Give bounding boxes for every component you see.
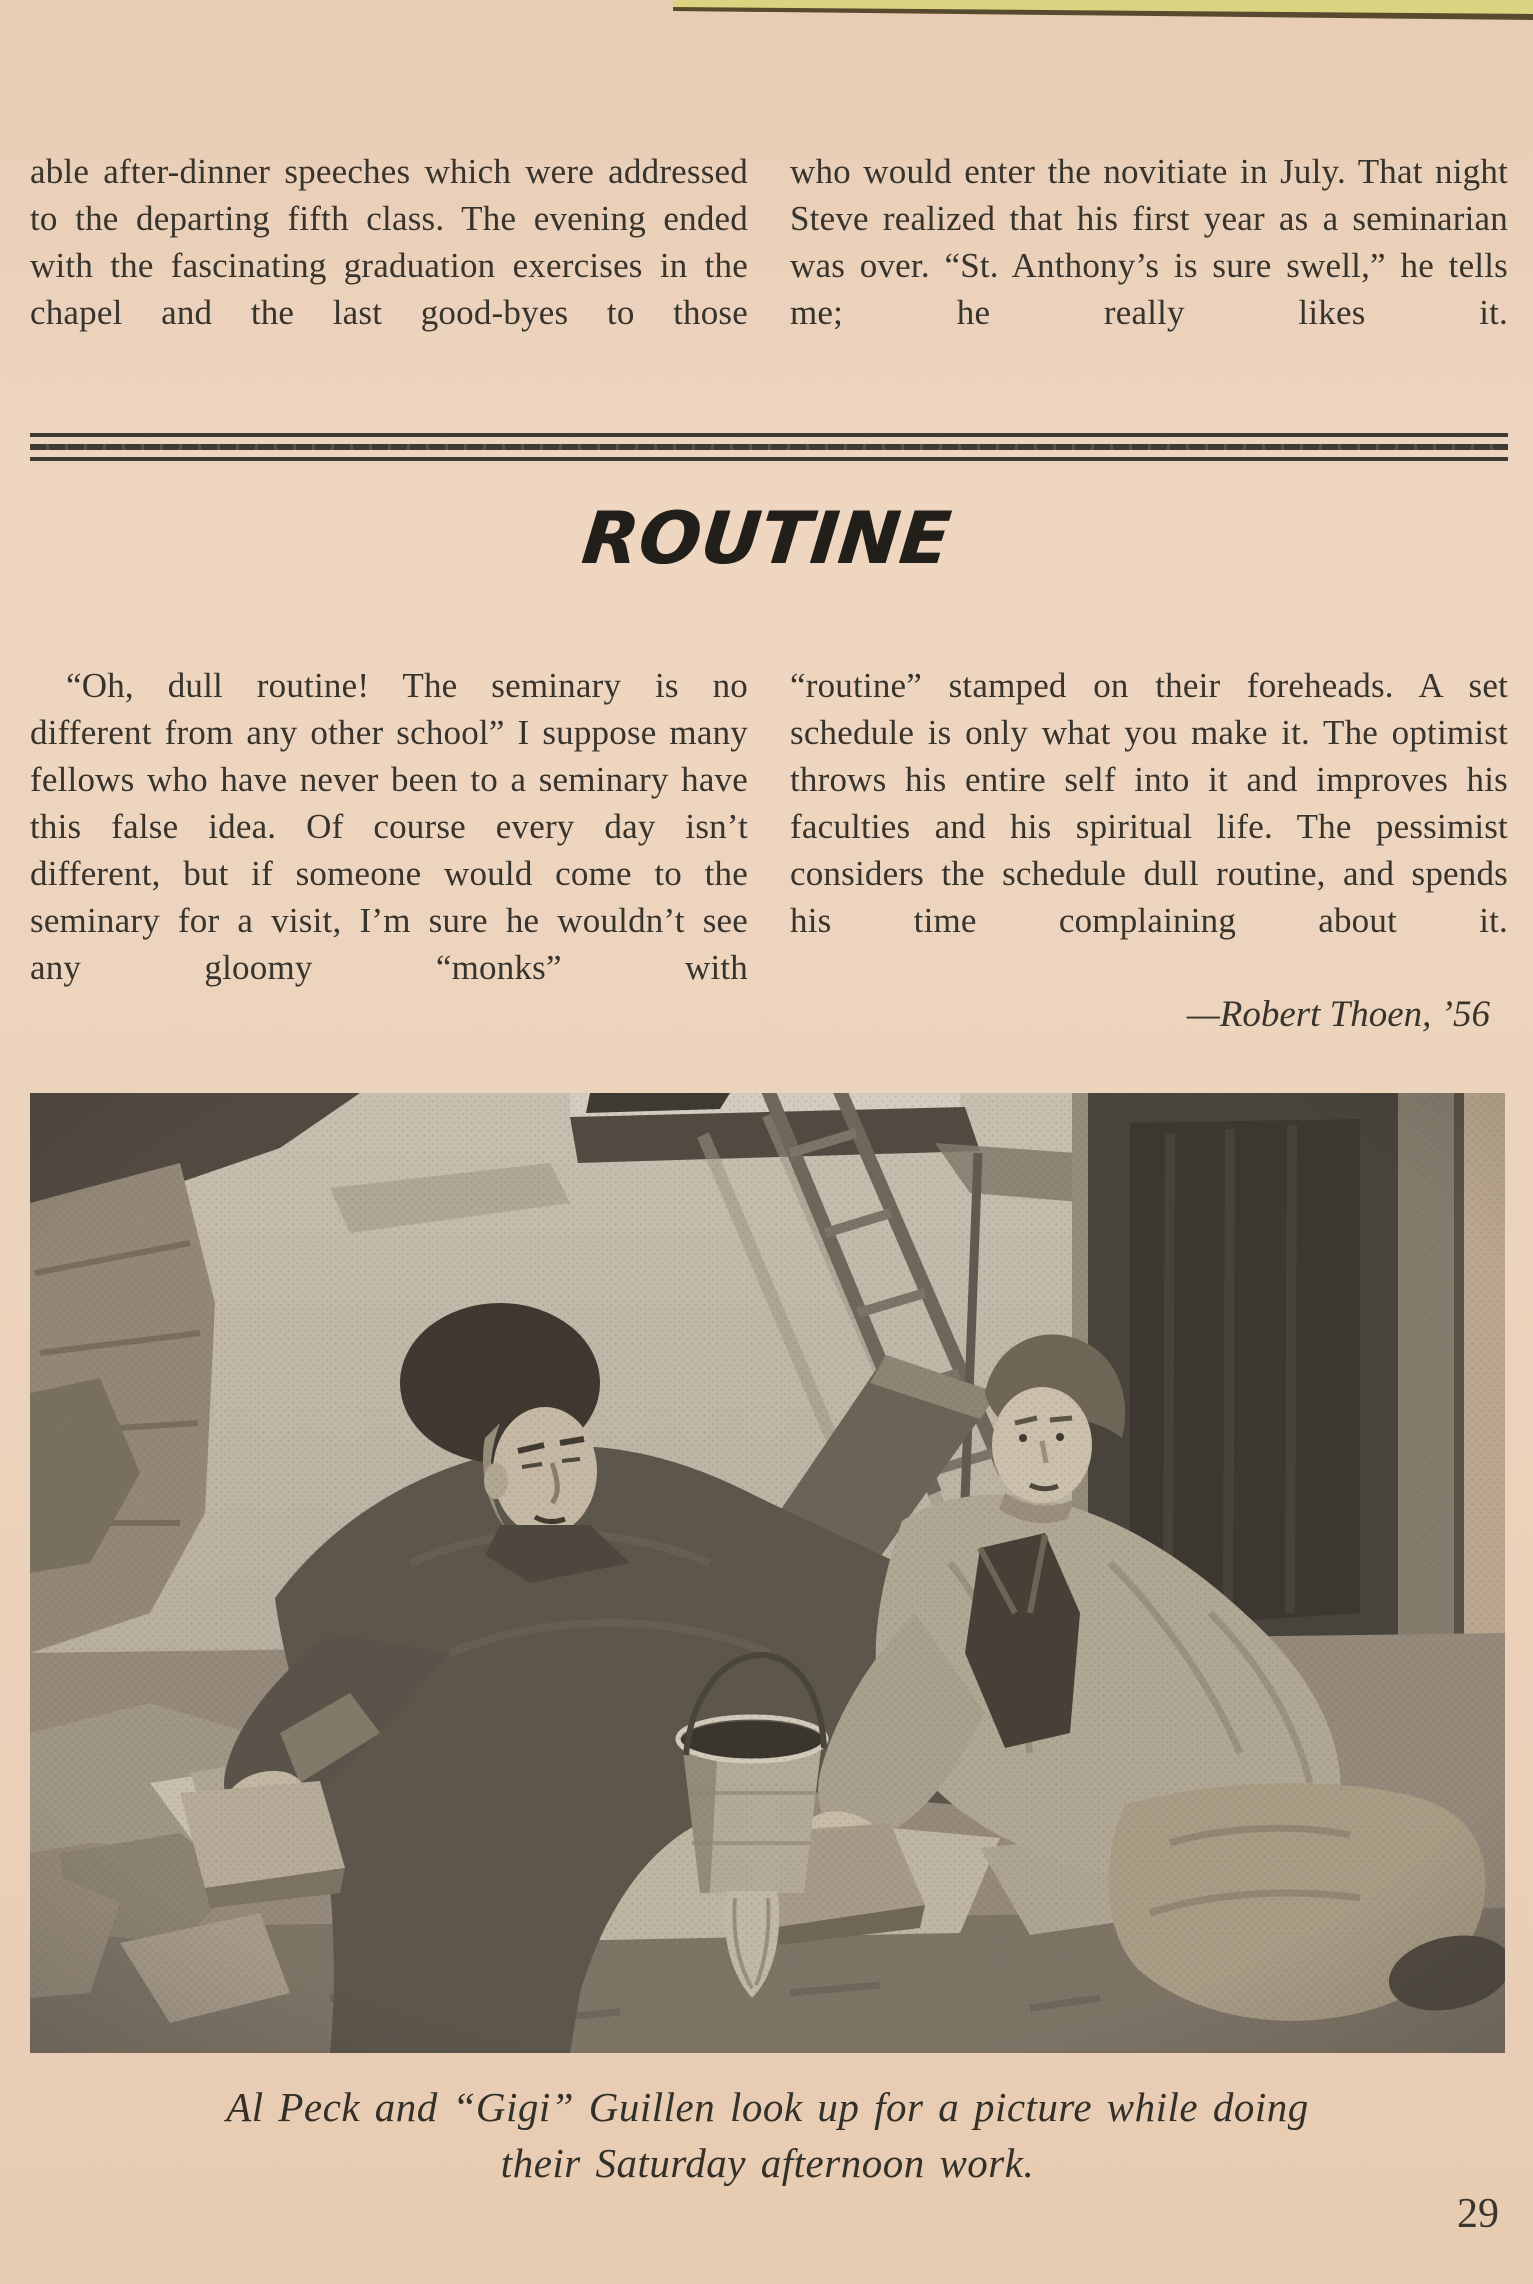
section-title: ROUTINE [578,496,955,580]
routine-article [30,662,1508,1038]
article-continuation-right-column: who would enter the novitiate in July. That night Steve realized that his first year as a seminarian was over. “St. Anthony’s is sure swell,” he tells me; he really likes it. [790,152,1508,332]
article-continuation-left-column: able after-dinner speeches which were addressed to the departing fifth class. The evening ended with the fascinating graduation exercises in the chapel and the last good-byes to those [30,152,748,332]
page-number: 29 [1457,2191,1499,2237]
divider-middle-line [30,444,1508,450]
photograph-two-seminarians-working [30,1093,1505,2053]
section-divider-rule [30,433,1508,461]
article-byline: —Robert Thoen, ’56 [1186,994,1490,1035]
routine-right-column: “routine” stamped on their foreheads. A set schedule is only what you make it. The optimist throws his entire self into it and improves his faculties and his spiritual life. The pessimist considers the schedule dull routine, and spends his time complaining about it. [790,666,1508,940]
caption-line-1: Al Peck and “Gigi” Guillen look up for a picture while doing [226,2084,1309,2130]
photo-figure [30,1093,1505,2191]
caption-line-2: their Saturday afternoon work. [500,2140,1035,2186]
article-continuation [30,148,1508,383]
routine-right-column-wrap [790,662,1508,1038]
photo-caption [30,2079,1505,2191]
routine-left-column: “Oh, dull routine! The seminary is no different from any other school” I suppose many fellows who have never been to a seminary have this false idea. Of course every day isn’t different, but if someone would come to the seminary for a visit, I’m sure he wouldn’t see any gloomy “monks” with [30,666,748,987]
adjacent-page-edge [673,0,1533,26]
